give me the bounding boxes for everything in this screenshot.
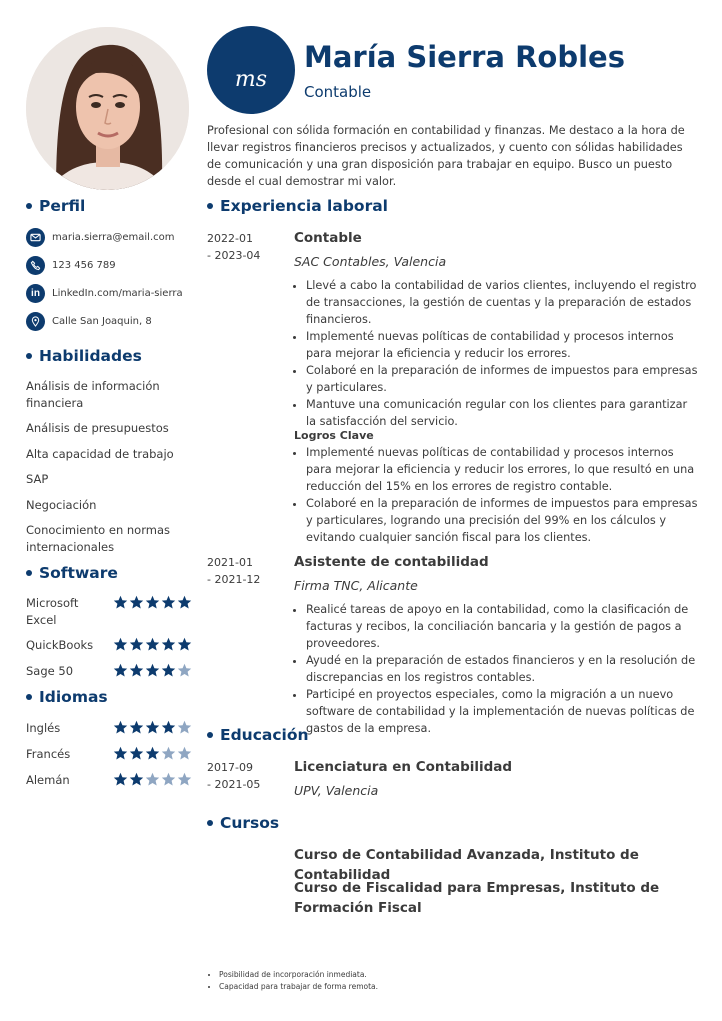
bullet-dot bbox=[26, 694, 32, 700]
star-filled-icon bbox=[145, 595, 160, 610]
star-empty-icon bbox=[161, 746, 176, 761]
contact-phone[interactable] bbox=[26, 256, 116, 275]
job-company: SAC Contables, Valencia bbox=[294, 254, 447, 269]
date-end: - 2021-12 bbox=[207, 573, 261, 586]
bullet-dot bbox=[26, 353, 32, 359]
job-bullets bbox=[294, 277, 699, 430]
courses-title-text: Cursos bbox=[220, 814, 280, 832]
left-column bbox=[0, 0, 200, 1021]
education-section-title bbox=[207, 726, 309, 744]
linkedin-text: LinkedIn.com/maria-sierra bbox=[52, 288, 183, 299]
experience-title-text: Experiencia laboral bbox=[220, 197, 388, 215]
star-filled-icon bbox=[145, 720, 160, 735]
profile-title-text: Perfil bbox=[39, 197, 86, 215]
star-filled-icon bbox=[129, 637, 144, 652]
bullet-dot bbox=[207, 820, 213, 826]
candidate-job-title: Contable bbox=[304, 83, 372, 101]
date-end: - 2021-05 bbox=[207, 778, 261, 791]
monogram-logo: ms bbox=[207, 26, 295, 114]
list-item: • Posibilidad de incorporación inmediata. bbox=[219, 969, 378, 981]
star-filled-icon bbox=[129, 746, 144, 761]
achievements-list bbox=[294, 444, 699, 546]
star-filled-icon bbox=[113, 595, 128, 610]
skill-item: Alta capacidad de trabajo bbox=[26, 447, 174, 461]
software-name: QuickBooks bbox=[26, 638, 94, 652]
software-name: Sage 50 bbox=[26, 664, 74, 678]
profile-photo bbox=[26, 27, 189, 190]
job-role: Asistente de contabilidad bbox=[294, 554, 489, 570]
language-name: Alemán bbox=[26, 773, 70, 787]
skill-item: Análisis de información financiera bbox=[26, 379, 160, 410]
candidate-name: María Sierra Robles bbox=[304, 40, 625, 74]
list-item: • Ayudé en la preparación de estados financieros y en la resolución de discrepancias en los registros contables. bbox=[306, 652, 699, 686]
star-empty-icon bbox=[161, 772, 176, 787]
contact-email[interactable] bbox=[26, 228, 175, 247]
list-item: • Implementé nuevas políticas de contabilidad y procesos internos para mejorar la eficiencia y reducir los errores, lo que resultó en una reducción del 15% en los errores de registro contable. bbox=[306, 444, 699, 495]
list-item: • Colaboré en la preparación de informes de impuestos para empresas y particulares, logrando una precisión del 99% en los cálculos y evitando cualquier sanción fiscal para los clientes. bbox=[306, 495, 699, 546]
star-empty-icon bbox=[177, 746, 192, 761]
experience-section-title bbox=[207, 197, 388, 215]
rating-stars bbox=[113, 595, 192, 610]
rating-stars bbox=[113, 663, 192, 678]
course-item: Curso de Fiscalidad para Empresas, Instituto de Formación Fiscal bbox=[294, 880, 660, 916]
course-item: Curso de Contabilidad Avanzada, Instituto de Contabilidad bbox=[294, 847, 639, 883]
languages-title-text: Idiomas bbox=[39, 688, 108, 706]
skill-item: Negociación bbox=[26, 498, 97, 512]
rating-stars bbox=[113, 720, 192, 735]
job-dates bbox=[207, 230, 287, 264]
star-filled-icon bbox=[113, 746, 128, 761]
star-filled-icon bbox=[161, 595, 176, 610]
software-section-title bbox=[26, 564, 118, 582]
star-filled-icon bbox=[145, 663, 160, 678]
education-school: UPV, Valencia bbox=[294, 783, 379, 798]
list-item: • Llevé a cabo la contabilidad de varios clientes, incluyendo el registro de transacciones, la gestión de cuentas y la preparación de estados financieros. bbox=[306, 277, 699, 328]
languages-section-title bbox=[26, 688, 108, 706]
date-start: 2017-09 bbox=[207, 761, 253, 774]
education-title-text: Educación bbox=[220, 726, 309, 744]
star-empty-icon bbox=[177, 720, 192, 735]
star-filled-icon bbox=[129, 663, 144, 678]
star-filled-icon bbox=[145, 746, 160, 761]
skill-item: SAP bbox=[26, 472, 49, 486]
contact-linkedin[interactable] bbox=[26, 284, 183, 303]
location-icon bbox=[26, 312, 45, 331]
star-filled-icon bbox=[113, 637, 128, 652]
language-name: Inglés bbox=[26, 721, 61, 735]
list-item: • Implementé nuevas políticas de contabilidad y procesos internos para mejorar la eficiencia y reducir los errores. bbox=[306, 328, 699, 362]
profile-section-title bbox=[26, 197, 85, 215]
star-filled-icon bbox=[113, 720, 128, 735]
education-dates bbox=[207, 759, 287, 793]
language-name: Francés bbox=[26, 747, 71, 761]
star-empty-icon bbox=[177, 772, 192, 787]
profile-summary: Profesional con sólida formación en contabilidad y finanzas. Me destaco a la hora de llevar registros financieros precisos y actualizados, y cuento con sólidas habilidades de comunicación y una gran disposición para trabajar en equipo. Busco un puesto desde el cual demostrar mi valor. bbox=[207, 124, 685, 188]
software-item bbox=[26, 637, 196, 654]
star-filled-icon bbox=[129, 772, 144, 787]
linkedin-icon: in bbox=[26, 284, 45, 303]
skills-section-title bbox=[26, 347, 142, 365]
courses-section-title bbox=[207, 814, 279, 832]
star-empty-icon bbox=[145, 772, 160, 787]
achievements-title: Logros Clave bbox=[294, 429, 374, 442]
phone-icon bbox=[26, 256, 45, 275]
job-role: Contable bbox=[294, 230, 362, 246]
star-filled-icon bbox=[129, 595, 144, 610]
phone-text: 123 456 789 bbox=[52, 260, 116, 271]
mail-icon bbox=[26, 228, 45, 247]
bullet-dot bbox=[26, 570, 32, 576]
star-filled-icon bbox=[161, 637, 176, 652]
skill-item: Conocimiento en normas internacionales bbox=[26, 523, 170, 554]
portrait-image bbox=[26, 27, 189, 190]
date-start: 2021-01 bbox=[207, 556, 253, 569]
rating-stars bbox=[113, 637, 192, 652]
skill-item: Análisis de presupuestos bbox=[26, 421, 169, 435]
software-item bbox=[26, 595, 196, 629]
email-text: maria.sierra@email.com bbox=[52, 232, 175, 243]
date-end: - 2023-04 bbox=[207, 249, 261, 262]
bullet-dot bbox=[207, 732, 213, 738]
list-item: • Participé en proyectos especiales, como la migración a un nuevo software de contabilidad y la implementación de nuevas políticas de gastos de la empresa. bbox=[306, 686, 699, 737]
language-item bbox=[26, 746, 196, 763]
list-item: • Mantuve una comunicación regular con los clientes para garantizar la satisfacción del servicio. bbox=[306, 396, 699, 430]
star-filled-icon bbox=[113, 772, 128, 787]
rating-stars bbox=[113, 772, 192, 787]
date-start: 2022-01 bbox=[207, 232, 253, 245]
rating-stars bbox=[113, 746, 192, 761]
star-filled-icon bbox=[145, 637, 160, 652]
star-filled-icon bbox=[129, 720, 144, 735]
language-item bbox=[26, 772, 196, 789]
contact-address bbox=[26, 312, 152, 331]
list-item: • Colaboré en la preparación de informes de impuestos para empresas y particulares. bbox=[306, 362, 699, 396]
list-item: • Capacidad para trabajar de forma remota. bbox=[219, 981, 378, 993]
education-degree: Licenciatura en Contabilidad bbox=[294, 759, 513, 775]
software-title-text: Software bbox=[39, 564, 118, 582]
star-filled-icon bbox=[161, 663, 176, 678]
skills-title-text: Habilidades bbox=[39, 347, 142, 365]
star-empty-icon bbox=[177, 663, 192, 678]
job-company: Firma TNC, Alicante bbox=[294, 578, 418, 593]
star-filled-icon bbox=[113, 663, 128, 678]
job-dates bbox=[207, 554, 287, 588]
star-filled-icon bbox=[161, 720, 176, 735]
bullet-dot bbox=[207, 203, 213, 209]
star-filled-icon bbox=[177, 595, 192, 610]
footer-notes bbox=[207, 969, 378, 993]
address-text: Calle San Joaquin, 8 bbox=[52, 316, 152, 327]
software-item bbox=[26, 663, 196, 680]
list-item: • Realicé tareas de apoyo en la contabilidad, como la clasificación de facturas y recibos, la conciliación bancaria y la gestión de pagos a proveedores. bbox=[306, 601, 699, 652]
job-bullets bbox=[294, 601, 699, 737]
star-filled-icon bbox=[177, 637, 192, 652]
language-item bbox=[26, 720, 196, 737]
bullet-dot bbox=[26, 203, 32, 209]
software-name: Microsoft Excel bbox=[26, 596, 79, 627]
